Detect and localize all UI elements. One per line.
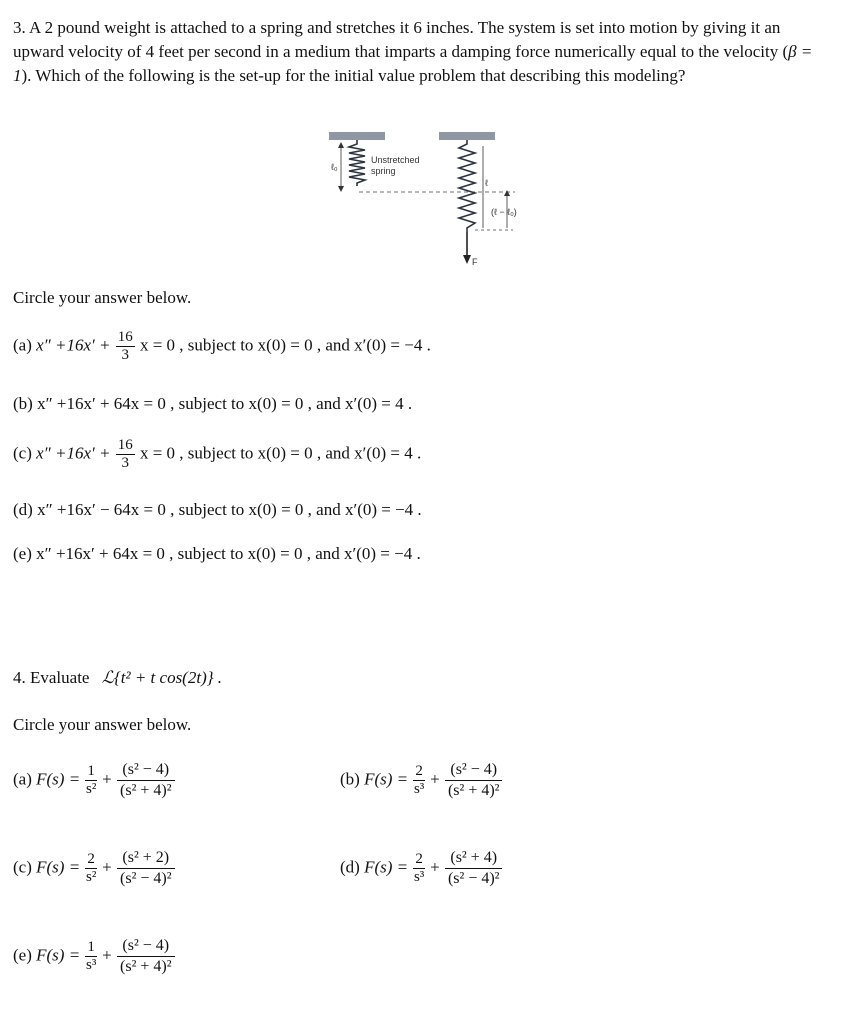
option-label: (a) <box>13 335 32 355</box>
fraction-denominator: s³ <box>86 957 97 973</box>
fraction-numerator: (s² − 4) <box>445 760 503 781</box>
spring-figure <box>325 128 545 270</box>
fraction-numerator: 2 <box>415 763 423 779</box>
force-label: F <box>472 257 478 267</box>
option-equation: x″ +16x′ − 64x = 0 , subject to x(0) = 0 , and x′(0) = −4 . <box>37 500 422 519</box>
option-label: (b) <box>340 769 360 789</box>
q4-option-a[interactable] <box>13 760 176 801</box>
option-label: (d) <box>340 857 360 877</box>
diff-arrow-up <box>504 190 510 196</box>
fraction-1 <box>85 852 97 885</box>
fraction-numerator: 16 <box>117 329 133 345</box>
option-lhs: F(s) = <box>36 769 81 789</box>
diff-label: (ℓ − ℓ₀) <box>491 207 517 217</box>
plus-sign: + <box>102 857 112 877</box>
q3-beta: β = 1 <box>13 42 813 85</box>
option-label: (d) <box>13 500 33 519</box>
option-label: (c) <box>13 857 32 877</box>
unstretched-label-2: spring <box>371 166 396 176</box>
option-equation-end: x = 0 , subject to x(0) = 0 , and x′(0) = 4 . <box>139 443 422 463</box>
option-equation: x″ +16x′ + 64x = 0 , subject to x(0) = 0 , and x′(0) = 4 . <box>37 394 413 413</box>
fraction-1 <box>413 764 425 797</box>
fraction-numerator: 2 <box>415 851 423 867</box>
option-lhs: F(s) = <box>36 857 81 877</box>
q4-circle-prompt: Circle your answer below. <box>13 715 192 734</box>
q4-option-c[interactable] <box>13 848 176 889</box>
q4-prompt-line <box>13 668 222 688</box>
fraction-2 <box>117 760 175 801</box>
q4-prompt: 4. Evaluate <box>13 668 90 687</box>
q3-option-b[interactable] <box>13 394 412 414</box>
option-equation-start: x″ +16x′ + <box>36 335 111 355</box>
stretched-spring <box>459 140 475 232</box>
fraction-denominator: s² <box>86 781 97 797</box>
option-lhs: F(s) = <box>364 769 409 789</box>
fraction-numerator: (s² − 4) <box>117 936 175 957</box>
l0-arrow-down <box>338 186 344 192</box>
unstretched-label-1: Unstretched <box>371 155 420 165</box>
q3-option-c[interactable] <box>13 438 421 471</box>
option-lhs: F(s) = <box>36 945 81 965</box>
fraction-2 <box>445 760 503 801</box>
option-lhs: F(s) = <box>364 857 409 877</box>
fraction-denominator: (s² − 4)² <box>120 870 172 887</box>
q3-intro: 3. A 2 pound weight is attached to a spring and stretches it 6 inches. The system is set into motion by giving it an upward velocity of 4 feet per second in a medium that imparts a damping force numerically equal to the velocity ( <box>13 18 789 61</box>
fraction-denominator: 3 <box>121 455 129 471</box>
plus-sign: + <box>430 857 440 877</box>
fraction-numerator: (s² − 4) <box>117 760 175 781</box>
unstretched-spring <box>349 140 365 186</box>
fraction-numerator: 1 <box>87 939 95 955</box>
fraction-denominator: s³ <box>413 869 425 885</box>
fraction-numerator: (s² + 4) <box>445 848 503 869</box>
fraction-denominator: (s² − 4)² <box>447 870 500 887</box>
q3-option-e[interactable] <box>13 544 421 564</box>
fraction-denominator: s² <box>86 869 97 885</box>
fraction-denominator: (s² + 4)² <box>120 782 172 799</box>
option-label: (b) <box>13 394 33 413</box>
plus-sign: + <box>102 945 112 965</box>
q3-option-d[interactable] <box>13 500 422 520</box>
option-label: (e) <box>13 945 32 965</box>
fraction-2 <box>445 848 503 889</box>
fraction-denominator: 3 <box>121 347 129 363</box>
fraction-numerator: 2 <box>87 851 95 867</box>
force-arrow-head <box>463 255 471 264</box>
q3-circle-prompt: Circle your answer below. <box>13 288 192 307</box>
option-equation-end: x = 0 , subject to x(0) = 0 , and x′(0) = −4 . <box>139 335 431 355</box>
q4-option-d[interactable] <box>340 848 503 889</box>
fraction-denominator: (s² + 4)² <box>447 782 500 799</box>
fraction-denominator: s³ <box>413 781 425 797</box>
q4-option-b[interactable] <box>340 760 503 801</box>
q3-option-a[interactable] <box>13 330 431 363</box>
fraction-1 <box>413 852 425 885</box>
option-label: (a) <box>13 769 32 789</box>
option-equation: x″ +16x′ + 64x = 0 , subject to x(0) = 0 , and x′(0) = −4 . <box>36 544 421 563</box>
fraction-1 <box>85 764 97 797</box>
fraction-denominator: (s² + 4)² <box>120 958 172 975</box>
fraction-numerator: (s² + 2) <box>117 848 175 869</box>
plus-sign: + <box>102 769 112 789</box>
plus-sign: + <box>430 769 440 789</box>
left-ceiling <box>329 132 385 140</box>
fraction-1 <box>85 940 97 973</box>
right-ceiling <box>439 132 495 140</box>
q3-intro-end: ). Which of the following is the set-up for the initial value problem that describing this modeling? <box>21 66 686 85</box>
l0-arrow-up <box>338 142 344 148</box>
l0-label: ℓ₀ <box>331 162 338 172</box>
fraction <box>116 330 135 363</box>
l-label: ℓ <box>485 178 488 188</box>
option-equation-start: x″ +16x′ + <box>36 443 111 463</box>
option-label: (e) <box>13 544 32 563</box>
q4-expression: ℒ{t² + t cos(2t)} . <box>101 668 223 687</box>
fraction-2 <box>117 936 175 977</box>
q4-option-e[interactable] <box>13 936 176 977</box>
fraction-numerator: 16 <box>117 437 133 453</box>
fraction-numerator: 1 <box>87 763 95 779</box>
q3-problem-text <box>13 16 828 88</box>
fraction-2 <box>117 848 175 889</box>
option-label: (c) <box>13 443 32 463</box>
fraction <box>116 438 135 471</box>
